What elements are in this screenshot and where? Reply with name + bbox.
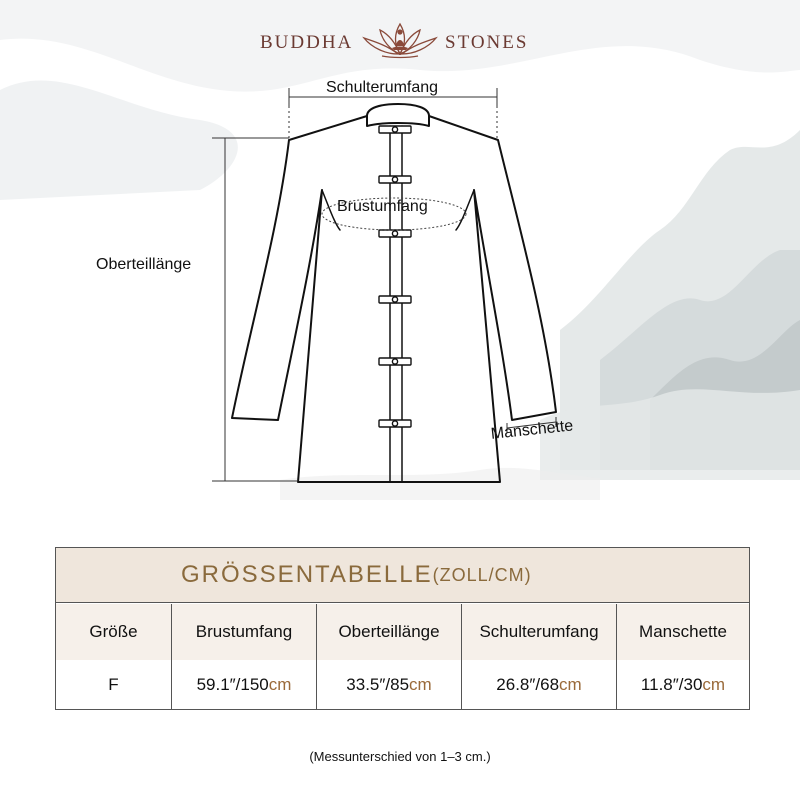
top-length-label: Oberteillänge [96,256,192,273]
cell-chest [172,660,317,709]
cell-cuff [617,660,749,709]
header-shoulder: Schulterumfang [462,604,617,660]
cell-chest-unit: cm [268,674,292,694]
size-chart-title [56,548,749,603]
brand-name-left: BUDDHA [260,32,354,53]
size-chart-unit: (ZOLL/CM) [432,564,532,585]
cell-shoulder-unit: cm [559,674,582,694]
frog-buttons [379,126,411,427]
cell-cuff-value: 11.8″/30 [640,674,703,694]
cell-length [317,660,462,709]
cell-shoulder-value: 26.8″/68 [496,674,560,694]
header-length: Oberteillänge [317,604,462,660]
measurement-difference-note: (Messunterschied von 1–3 cm.) [309,749,491,764]
cell-chest-value: 59.1″/150 [196,674,269,694]
table-header-row [56,604,749,660]
size-chart-table [55,547,750,710]
cell-shoulder [462,660,617,709]
cell-size: F [56,660,172,709]
cell-length-value: 33.5″/85 [346,674,410,694]
shoulder-width-label: Schulterumfang [326,79,439,96]
size-chart-title-text: GRÖSSENTABELLE [181,561,433,588]
cuff-label: Manschette [490,417,575,443]
header-chest: Brustumfang [172,604,317,660]
cell-length-unit: cm [409,674,432,694]
header-size: Größe [56,604,172,660]
chest-width-label: Brustumfang [337,198,428,215]
header-cuff: Manschette [639,622,727,641]
cell-cuff-unit: cm [702,674,726,694]
brand-name-right: STONES [445,32,529,53]
table-row [56,660,749,709]
